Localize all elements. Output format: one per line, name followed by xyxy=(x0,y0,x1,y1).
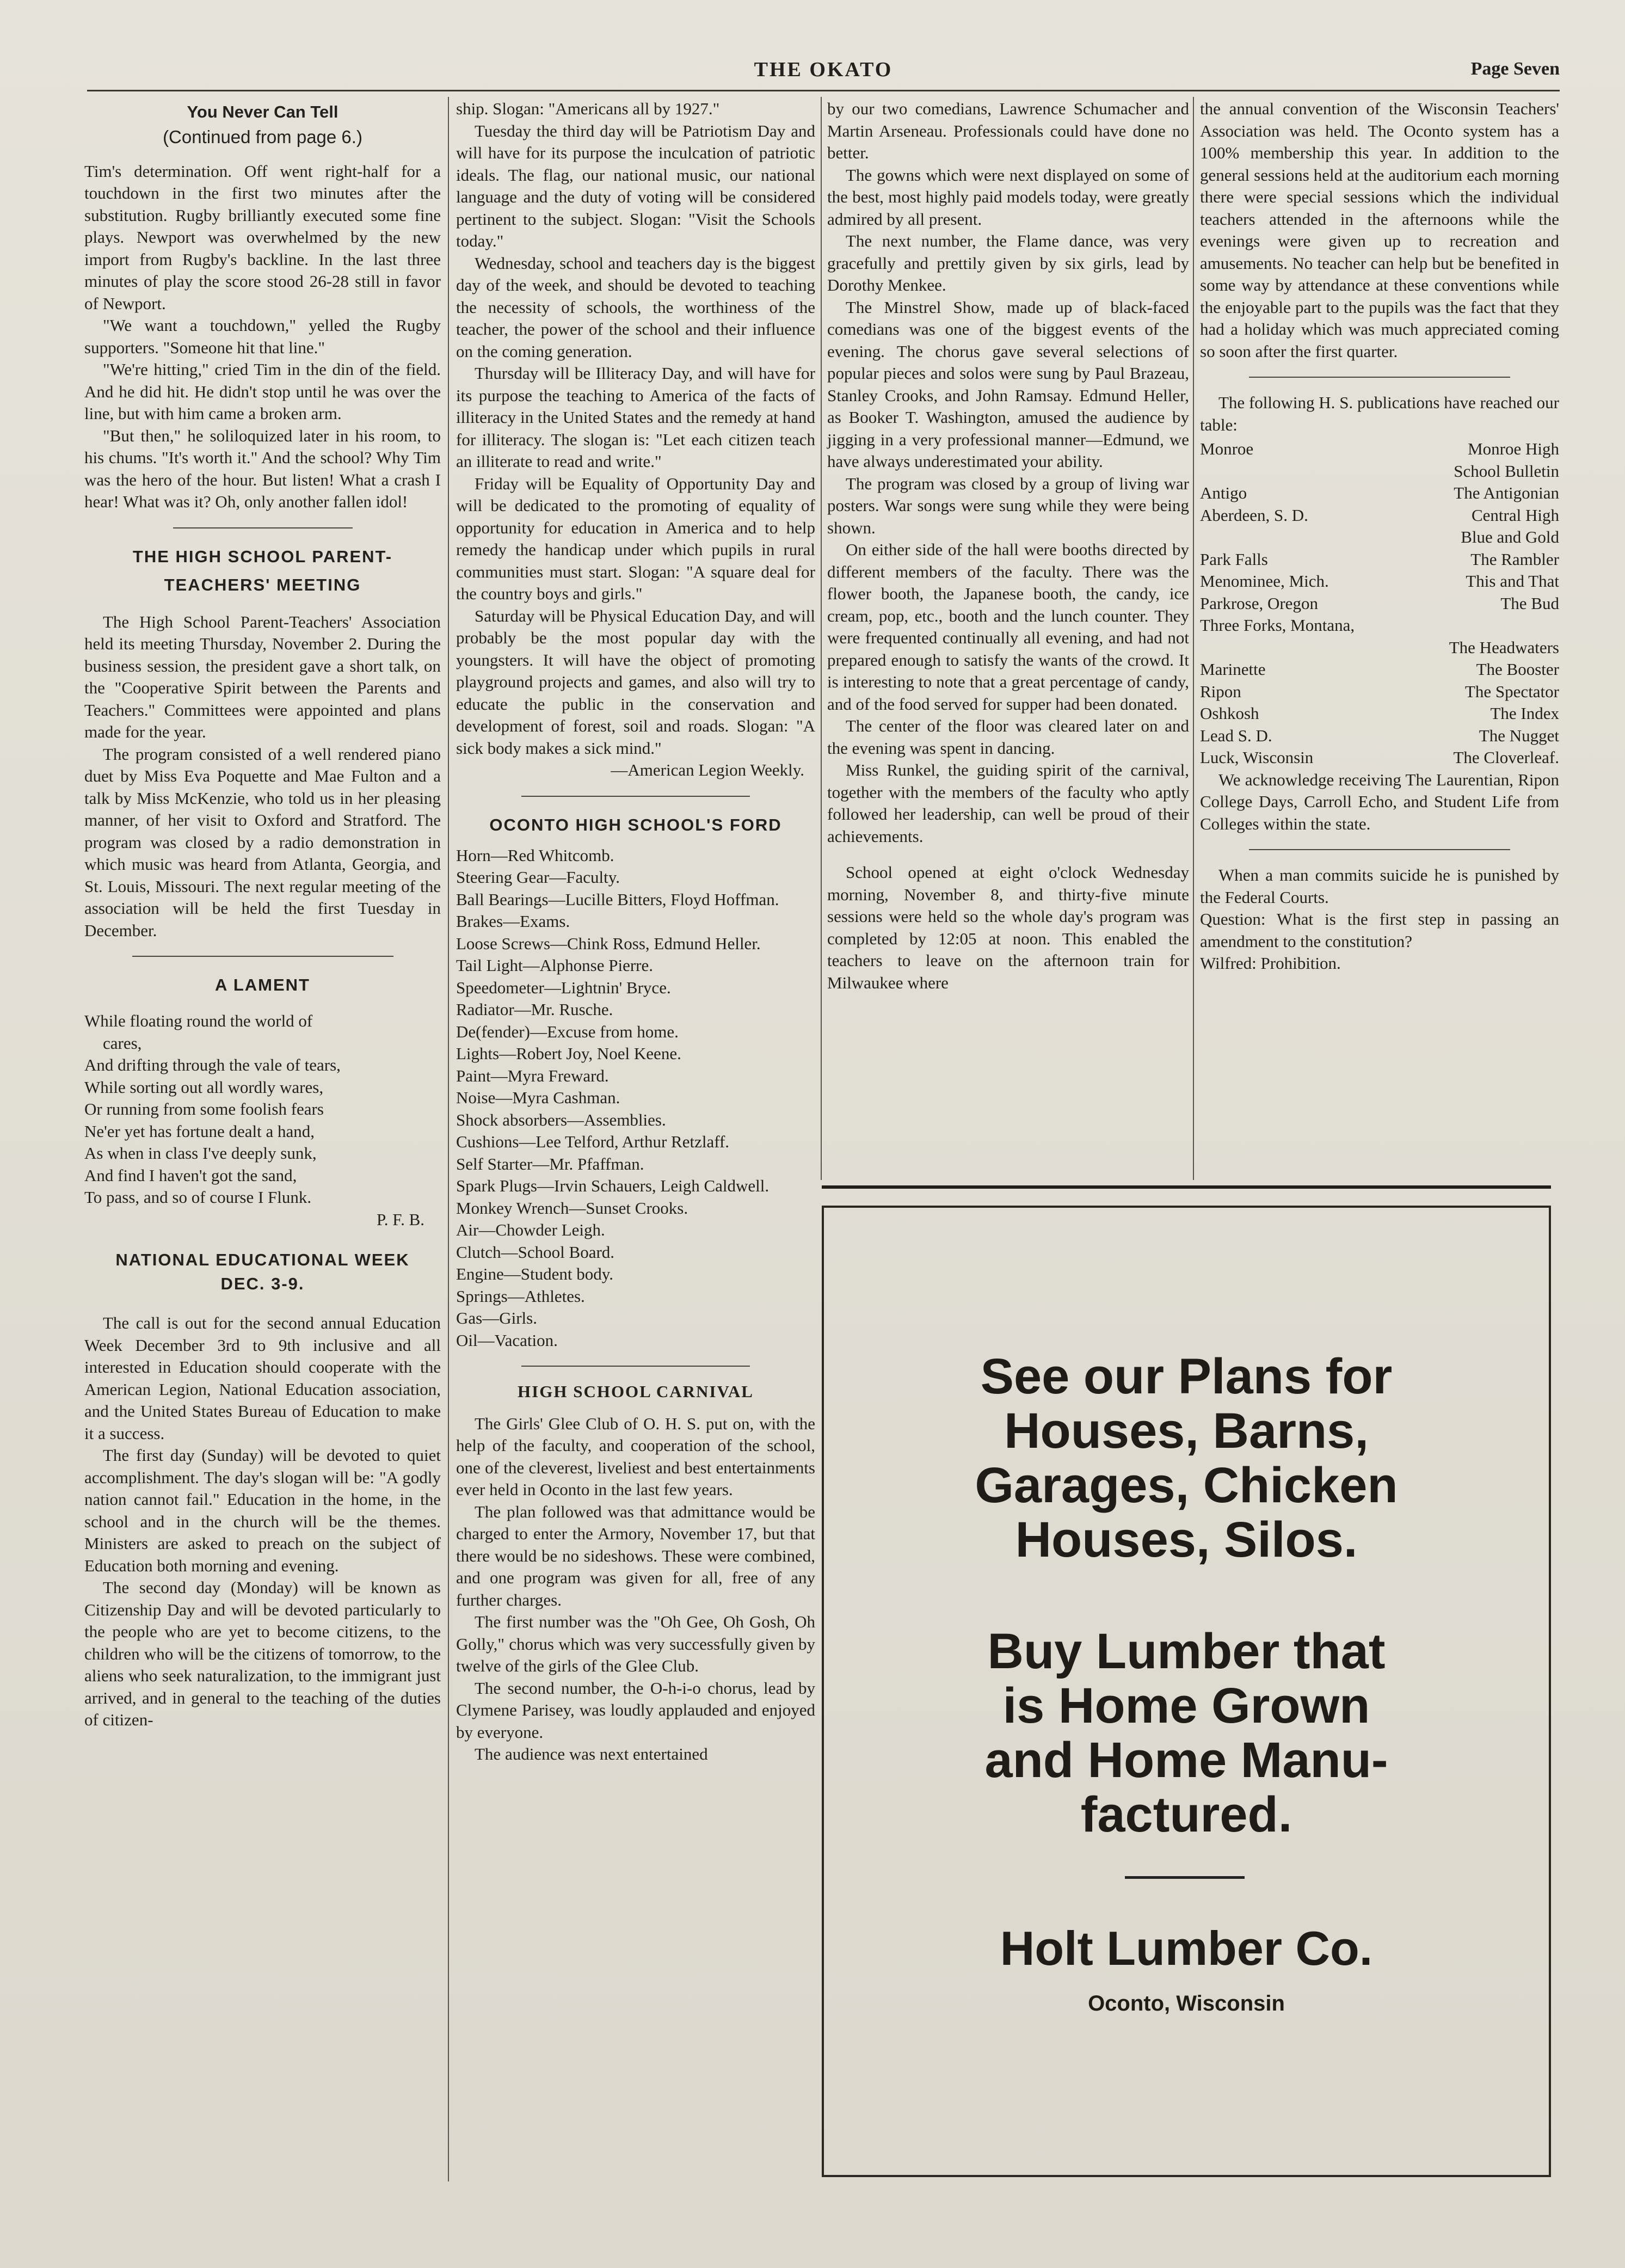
paragraph: The second day (Monday) will be known as Citizenship Day and will be devoted particularly to the people who are yet to become citizens, to the children who will be the citizens of tomorrow, to the aliens who seek naturalization, to the immigrant just arrived, and in general to the teaching of the duties of citizen- xyxy=(84,1578,441,1729)
ford-item: Brakes—Exams. xyxy=(456,912,570,931)
ford-item: Paint—Myra Freward. xyxy=(456,1066,609,1085)
publication-row xyxy=(1200,747,1559,769)
publication-row xyxy=(1200,526,1559,549)
poem-lament xyxy=(84,1010,441,1231)
ford-item: Horn—Red Whitcomb. xyxy=(456,845,614,865)
ford-item: De(fender)—Excuse from home. xyxy=(456,1022,679,1041)
poem-line: And find I haven't got the sand, xyxy=(84,1165,297,1185)
paragraph: "We're hitting," cried Tim in the din of the field. And he did hit. He didn't stop until he was over the line, but with him came a broken arm. xyxy=(84,360,441,423)
ford-item: Monkey Wrench—Sunset Crooks. xyxy=(456,1198,688,1218)
ad-line: See our Plans for xyxy=(980,1349,1393,1404)
publication-row xyxy=(1200,659,1559,681)
section-rule xyxy=(521,796,750,797)
publication-row xyxy=(1200,637,1559,659)
paragraph: On either side of the hall were booths directed by different members of the faculty. There was the flower booth, the Japanese booth, the candy, ice cream, pop, etc., booth and the lunch counter. They were frequented continually all evening, and had not prepared enough to satisfy the wants of the crowd. It is interesting to note that a great percentage of candy, and of the food served for supper had been donated. xyxy=(827,540,1189,714)
publication-name: The Headwaters xyxy=(1449,637,1559,657)
column-rule xyxy=(1193,97,1194,1180)
publications-list xyxy=(1200,438,1559,769)
column-1 xyxy=(84,98,441,1731)
publication-place: Oshkosh xyxy=(1200,704,1259,723)
ford-item: Lights—Robert Joy, Noel Keene. xyxy=(456,1044,681,1063)
paragraph: Tuesday the third day will be Patriotism Day and will have for its purpose the inculcation of patriotic ideals. The flag, our national music, our national language and the duty of voting will be considered pertinent to the subject. Slogan: "Visit the Schools today." xyxy=(456,121,815,250)
paragraph: The audience was next entertained xyxy=(475,1744,708,1763)
story-title-lament: A LAMENT xyxy=(215,975,310,994)
publication-name: The Index xyxy=(1490,704,1559,723)
joke-line: Wilfred: Prohibition. xyxy=(1200,954,1341,973)
paragraph: The Girls' Glee Club of O. H. S. put on, with the help of the faculty, and cooperation of the school, one of the cleverest, liveliest and best entertainments ever held in Oconto in the last few years. xyxy=(456,1413,815,1499)
ad-line: factured. xyxy=(1080,1787,1292,1842)
story-title-carnival: HIGH SCHOOL CARNIVAL xyxy=(518,1382,754,1401)
ford-item: Self Starter—Mr. Pfaffman. xyxy=(456,1154,644,1173)
publication-row xyxy=(1200,593,1559,615)
poem-line: And drifting through the vale of tears, xyxy=(84,1055,341,1074)
publication-name: Central High xyxy=(1472,505,1559,525)
ford-item: Clutch—School Board. xyxy=(456,1242,615,1262)
poem-line: cares, xyxy=(103,1033,142,1053)
story-title-pta-1: THE HIGH SCHOOL PARENT- xyxy=(132,546,393,566)
publication-name: The Booster xyxy=(1476,660,1559,679)
paragraph: The High School Parent-Teachers' Association held its meeting Thursday, November 2. During the business session, the president gave a short talk, on the "Cooperative Spirit between the Parents and Teachers." Committees were appointed and plans made for the year. xyxy=(84,612,441,741)
ad-line: Buy Lumber that xyxy=(987,1624,1386,1679)
publication-place: Aberdeen, S. D. xyxy=(1200,505,1308,525)
paragraph: Wednesday, school and teachers day is the biggest day of the week, and should be devoted to teaching the necessity of schools, the worthiness of the teacher, the power of the school and their influence on the coming generation. xyxy=(456,253,815,361)
publication-row xyxy=(1200,549,1559,571)
section-rule xyxy=(173,527,353,528)
publication-row xyxy=(1200,438,1559,460)
ford-item: Speedometer—Lightnin' Bryce. xyxy=(456,978,671,997)
paragraph: "We want a touchdown," yelled the Rugby supporters. "Someone hit that line." xyxy=(84,316,441,357)
column-4 xyxy=(1200,98,1559,975)
poem-line: While sorting out all wordly wares, xyxy=(84,1077,324,1097)
ford-item: Spark Plugs—Irvin Schauers, Leigh Caldwell. xyxy=(456,1176,770,1195)
poem-line: While floating round the world of xyxy=(84,1011,313,1030)
holt-lumber-advertisement xyxy=(822,1206,1551,2177)
publication-name: The Bud xyxy=(1500,593,1559,613)
poem-line: Ne'er yet has fortune dealt a hand, xyxy=(84,1121,315,1141)
paragraph: The first number was the "Oh Gee, Oh Gosh, Oh Golly," chorus which was very successfully given by twelve of the girls of the Glee Club. xyxy=(456,1612,815,1675)
ford-item: Shock absorbers—Assemblies. xyxy=(456,1110,666,1129)
paragraph: ship. Slogan: "Americans all by 1927." xyxy=(456,99,720,118)
publication-name: The Spectator xyxy=(1464,681,1559,701)
publication-place: Antigo xyxy=(1200,483,1247,502)
publication-place: Monroe xyxy=(1200,439,1254,458)
advertisement-top-rule xyxy=(822,1185,1551,1189)
ad-line: and Home Manu- xyxy=(984,1732,1388,1788)
publication-name: Monroe High xyxy=(1468,439,1559,458)
ad-line: is Home Grown xyxy=(1002,1678,1370,1734)
publication-place: Menominee, Mich. xyxy=(1200,571,1329,591)
paragraph: Saturday will be Physical Education Day, and will probably be the most popular day with the youngsters. It will have the object of promoting playground projects and games, and also will try to educate the public in the conservation and development of forest, soil and roads. Slogan: "A sick body makes a sick mind." xyxy=(456,606,815,758)
publication-name: School Bulletin xyxy=(1454,461,1559,481)
paragraph: The gowns which were next displayed on some of the best, most highly paid models today, were greatly admired by all present. xyxy=(827,165,1189,229)
ford-item: Radiator—Mr. Rusche. xyxy=(456,1000,613,1019)
publication-name: The Rambler xyxy=(1470,549,1559,569)
story-title-tim: You Never Can Tell xyxy=(187,102,338,121)
poem-line: As when in class I've deeply sunk, xyxy=(84,1144,317,1163)
story-title-edweek: NATIONAL EDUCATIONAL WEEK xyxy=(115,1250,410,1269)
publication-row xyxy=(1200,505,1559,527)
paragraph: The program was closed by a group of living war posters. War songs were sung while they were being shown. xyxy=(827,474,1189,537)
publication-row xyxy=(1200,725,1559,747)
story-subtitle-tim: (Continued from page 6.) xyxy=(163,127,362,147)
publication-place: Ripon xyxy=(1200,681,1241,701)
publication-row xyxy=(1200,460,1559,483)
paragraph: Tim's determination. Off went right-half for a touchdown in the first two minutes after the substitution. Rugby brilliantly executed some fine plays. Newport was overwhelmed by the new import from Rugby's backline. In the last three minutes of play the score stood 26-28 still in favor of Newport. xyxy=(84,161,441,313)
ford-item: Engine—Student body. xyxy=(456,1264,614,1283)
column-rule xyxy=(821,97,822,1180)
paragraph: The call is out for the second annual Education Week December 3rd to 9th inclusive and all interested in Education should cooperate with the American Legion, National Education association, and the United States Bureau of Education to make it a success. xyxy=(84,1313,441,1443)
ad-divider xyxy=(1125,1876,1245,1879)
paragraph: The second number, the O-h-i-o chorus, lead by Clymene Parisey, was loudly applauded and enjoyed by everyone. xyxy=(456,1678,815,1742)
publication-row xyxy=(1200,482,1559,505)
page-number: Page Seven xyxy=(1470,59,1560,79)
publication-place: Marinette xyxy=(1200,660,1266,679)
paragraph: The Minstrel Show, made up of black-faced comedians was one of the biggest events of the evening. The chorus gave several selections of popular pieces and solos were sung by Paul Brazeau, Stanley Crooks, and John Ramsay. Edmund Heller, as Booker T. Washington, amused the audience by jigging in a very professional manner—Edmund, we have always underestimated your ability. xyxy=(827,297,1189,471)
story-dates-edweek: DEC. 3-9. xyxy=(220,1274,305,1293)
column-2 xyxy=(456,98,815,1766)
ford-item: Air—Chowder Leigh. xyxy=(456,1220,605,1239)
publication-place: Park Falls xyxy=(1200,549,1268,569)
paragraph: Friday will be Equality of Opportunity Day and will be dedicated to the promoting of equality of opportunity for education in America and to help remedy the handicap under which pupils in rural communities must start. Slogan: "A square deal for the country boys and girls." xyxy=(456,474,815,603)
ford-item: Springs—Athletes. xyxy=(456,1286,585,1306)
paragraph: "But then," he soliloquized later in his room, to his chums. "It's worth it." And the school? Why Tim was the hero of the hour. But listen! What a crash I hear! What was it? Oh, only another fallen idol! xyxy=(84,426,441,511)
ad-company-city: Oconto, Wisconsin xyxy=(1088,1992,1285,2015)
ford-item: Oil—Vacation. xyxy=(456,1330,558,1350)
story-title-pta-2: TEACHERS' MEETING xyxy=(164,575,361,594)
publication-row xyxy=(1200,570,1559,593)
ad-line: Garages, Chicken xyxy=(975,1458,1398,1513)
joke-line: When a man commits suicide he is punished by the Federal Courts. xyxy=(1200,865,1559,907)
publication-place: Luck, Wisconsin xyxy=(1200,748,1314,767)
publication-name: Blue and Gold xyxy=(1461,527,1559,546)
paragraph: The plan followed was that admittance would be charged to enter the Armory, November 17, but that there would be no sideshows. These were combined, and one program was given for all, free of any further charges. xyxy=(456,1502,815,1609)
ford-item: Loose Screws—Chink Ross, Edmund Heller. xyxy=(456,933,761,953)
paper-name: THE OKATO xyxy=(754,58,893,81)
paragraph: the annual convention of the Wisconsin Teachers' Association was held. The Oconto system has a 100% membership this year. In addition to the general sessions held at the auditorium each morning there were special sessions which the individual teachers attended in the afternoons while the evenings were given up to recreation and amusements. No teacher can help but be benefited in some way by attendance at these conventions while the enjoyable part to the pupils was the fact that they had a holiday which was much appreciated coming so soon after the first quarter. xyxy=(1200,99,1559,361)
paragraph: by our two comedians, Lawrence Schumacher and Martin Arseneau. Professionals could have done no better. xyxy=(827,99,1189,162)
publication-row xyxy=(1200,681,1559,703)
ford-item: Steering Gear—Faculty. xyxy=(456,868,620,887)
section-rule xyxy=(521,1366,750,1367)
paragraph: Thursday will be Illiteracy Day, and will have for its purpose the teaching to America of the facts of illiteracy in the United States and the remedy at hand for illiteracy. The slogan is: "Let each citizen teach an illiterate to read and write." xyxy=(456,364,815,471)
section-rule xyxy=(1249,377,1510,378)
section-rule xyxy=(132,956,393,957)
poem-line: To pass, and so of course I Flunk. xyxy=(84,1188,312,1207)
joke-line: Question: What is the first step in passing an amendment to the constitution? xyxy=(1200,909,1559,951)
ad-company-name: Holt Lumber Co. xyxy=(1000,1921,1373,1975)
source-credit: —American Legion Weekly. xyxy=(611,760,804,779)
publication-place: Lead S. D. xyxy=(1200,726,1272,745)
paragraph: The program consisted of a well rendered piano duet by Miss Eva Poquette and Mae Fulton and a talk by Miss McKenzie, who told us in her pleasing manner, of her visit to Oxford and Stratford. The program was closed by a radio demonstration in which music was heard from Atlanta, Georgia, and St. Louis, Missouri. The next regular meeting of the association will be held the first Tuesday in December. xyxy=(84,744,441,940)
paragraph: The center of the floor was cleared later on and the evening was spent in dancing. xyxy=(827,716,1189,758)
publication-place: Parkrose, Oregon xyxy=(1200,593,1318,613)
page-header xyxy=(87,54,1560,87)
poem-signature: P. F. B. xyxy=(377,1209,424,1229)
poem-line: Or running from some foolish fears xyxy=(84,1099,324,1118)
paragraph: Miss Runkel, the guiding spirit of the carnival, together with the members of the faculty who aptly followed her leadership, can well be proud of their achievements. xyxy=(827,760,1189,846)
ford-item: Noise—Myra Cashman. xyxy=(456,1088,620,1107)
ad-line: Houses, Silos. xyxy=(1015,1512,1358,1568)
column-3 xyxy=(827,98,1189,994)
ford-item: Gas—Girls. xyxy=(456,1308,537,1327)
publication-row xyxy=(1200,614,1559,637)
ford-item: Cushions—Lee Telford, Arthur Retzlaff. xyxy=(456,1132,730,1151)
column-rule xyxy=(448,97,449,2181)
paragraph: The first day (Sunday) will be devoted to quiet accomplishment. The day's slogan will be: "A godly nation cannot fail." Education in the home, in the school and in the church will be the themes. Ministers are asked to preach on the subject of Education both morning and evening. xyxy=(84,1446,441,1575)
ford-item: Ball Bearings—Lucille Bitters, Floyd Hoffman. xyxy=(456,889,779,909)
header-rule xyxy=(87,90,1560,91)
publication-name: The Antigonian xyxy=(1454,483,1559,502)
publication-name: This and That xyxy=(1466,571,1559,591)
story-title-ford: OCONTO HIGH SCHOOL'S FORD xyxy=(489,815,782,834)
ad-line: Houses, Barns, xyxy=(1004,1403,1369,1459)
ford-list xyxy=(456,845,815,1352)
paragraph: The following H. S. publications have reached our table: xyxy=(1200,393,1559,434)
publication-name: The Nugget xyxy=(1479,726,1559,745)
publication-place: Three Forks, Montana, xyxy=(1200,616,1355,635)
ford-item: Tail Light—Alphonse Pierre. xyxy=(456,956,654,975)
paragraph: The next number, the Flame dance, was very gracefully and prettily given by six girls, lead by Dorothy Menkee. xyxy=(827,231,1189,294)
paragraph: School opened at eight o'clock Wednesday morning, November 8, and thirty-five minute sessions were held so the whole day's program was completed by 12:05 at noon. This enabled the teachers to leave on the afternoon train for Milwaukee where xyxy=(827,863,1189,992)
publication-name: The Cloverleaf. xyxy=(1453,748,1559,767)
publication-row xyxy=(1200,703,1559,725)
paragraph: We acknowledge receiving The Laurentian, Ripon College Days, Carroll Echo, and Student Life from Colleges within the state. xyxy=(1200,770,1559,833)
section-rule xyxy=(1249,849,1510,850)
